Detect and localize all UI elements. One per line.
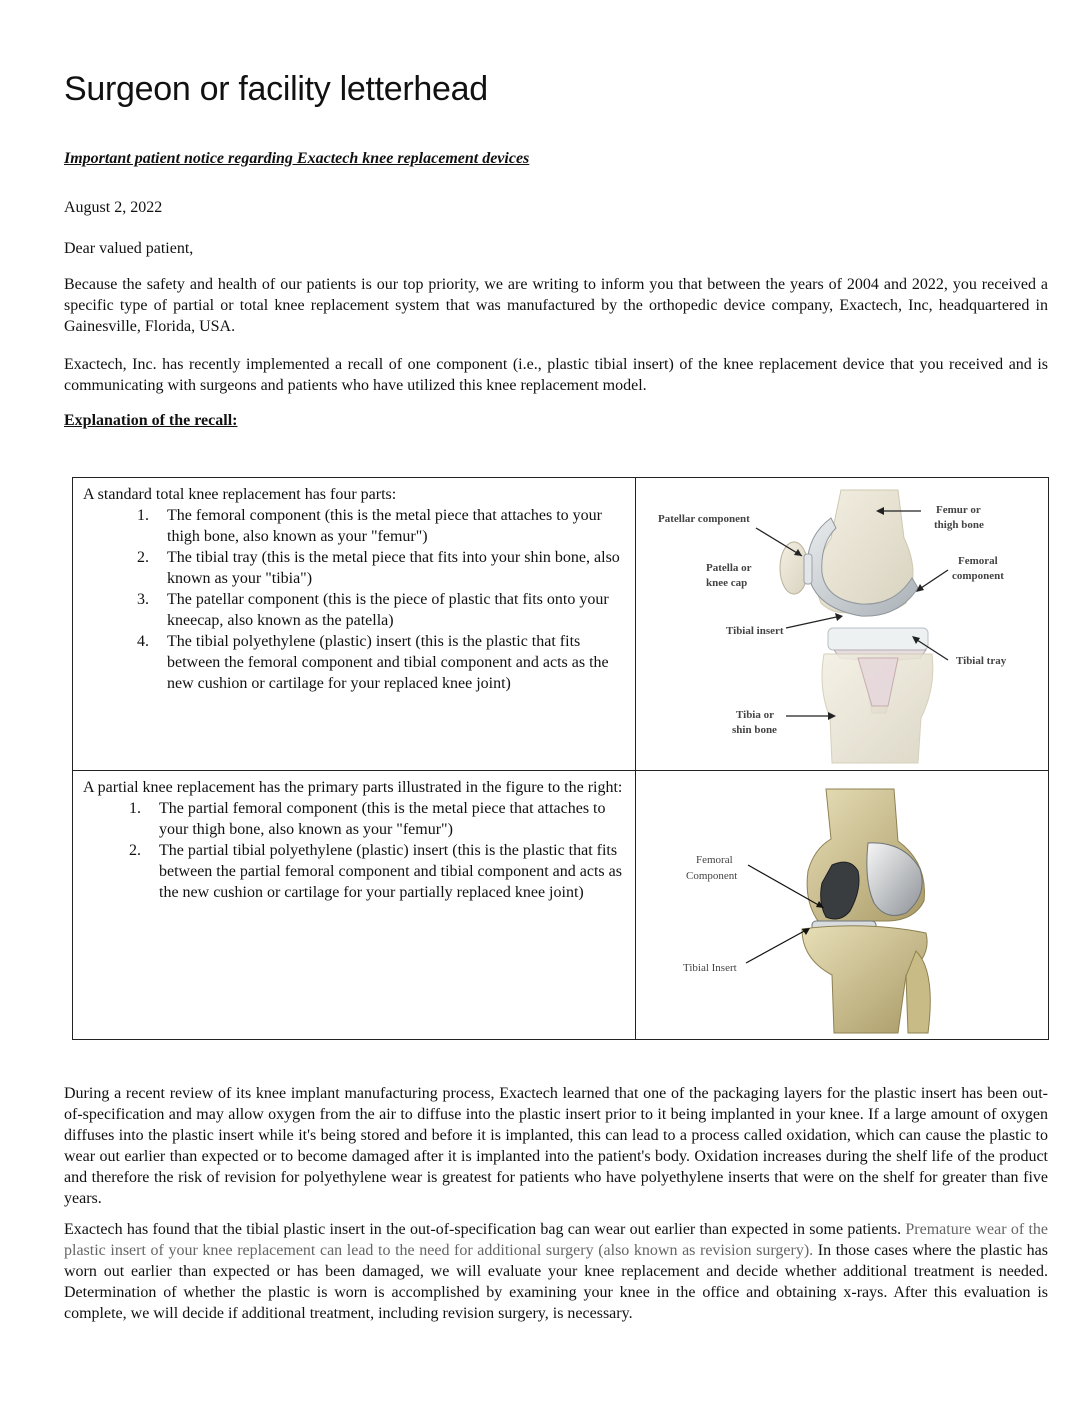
paragraph-recall: Exactech, Inc. has recently implemented a recall of one component (i.e., plastic tibial insert) of the knee replacement device that you received and is communicating with surgeons and patients who have utilized this knee replacement model. bbox=[64, 356, 1048, 394]
letter-date: August 2, 2022 bbox=[64, 199, 163, 216]
paragraph-evaluation-part1: Exactech has found that the tibial plastic insert in the out-of-specification bag can wear out earlier than expected in some patients. bbox=[64, 1221, 906, 1238]
paragraph-intro: Because the safety and health of our patients is our top priority, we are writing to inform you that between the years of 2004 and 2022, you received a specific type of partial or total knee replacement system that was manufactured by the orthopedic device company, Exactech, Inc, headquartered in Gainesville, Florida, USA. bbox=[64, 276, 1048, 335]
partial-knee-intro: A partial knee replacement has the primary parts illustrated in the figure to the right: bbox=[83, 779, 623, 796]
label-femoral-1: Femoral bbox=[696, 854, 733, 866]
label-patella-2: knee cap bbox=[706, 577, 748, 589]
notice-title: Important patient notice regarding Exactech knee replacement devices bbox=[64, 150, 530, 167]
label-tibial-insert: Tibial insert bbox=[726, 625, 784, 637]
label-tibia-1: Tibia or bbox=[736, 709, 775, 721]
label-femur-1: Femur or bbox=[936, 504, 981, 516]
list-item: 2. The tibial tray (this is the metal piece that fits into your shin bone, also known as your "tibia") bbox=[153, 547, 625, 589]
label-patella-1: Patella or bbox=[706, 562, 752, 574]
list-item: 3. The patellar component (this is the piece of plastic that fits onto your kneecap, also known as the patella) bbox=[153, 589, 625, 631]
label-femur-2: thigh bone bbox=[934, 519, 984, 531]
total-knee-intro: A standard total knee replacement has four parts: bbox=[83, 486, 397, 503]
paragraph-evaluation-part3: In those cases where the plastic has worn out earlier than expected or has been damaged, we will evaluate your knee replacement and decide whether additional treatment is needed. Determination of whether the plastic is worn is accomplished by examining your knee in the office and obtaining x-rays. After this evaluation is complete, we will decide if additional treatment, including revision surgery, is necessary. bbox=[64, 1242, 1048, 1322]
explanation-heading: Explanation of the recall: bbox=[64, 412, 238, 429]
label-patellar-component: Patellar component bbox=[658, 513, 750, 525]
partial-knee-illustration bbox=[636, 771, 1048, 1039]
salutation: Dear valued patient, bbox=[64, 240, 194, 257]
list-item: 2. The partial tibial polyethylene (plastic) insert (this is the plastic that fits between the partial femoral component and tibial component and acts as the new cushion or cartilage for your partially replaced knee joint) bbox=[145, 840, 625, 903]
partial-knee-row bbox=[73, 771, 1049, 1040]
label-femoral-2: component bbox=[952, 570, 1004, 582]
total-knee-text-cell bbox=[73, 478, 636, 771]
paragraph-oxidation: During a recent review of its knee implant manufacturing process, Exactech learned that one of the packaging layers for the plastic insert has been out-of-specification and may allow oxygen from the air to diffuse into the plastic insert prior to it being implanted in your knee. If a large amount of oxygen diffuses into the plastic insert while it's being stored and before it is implanted, this can lead to a process called oxidation, which can cause the plastic to wear out earlier than expected or to become damaged after it is implanted into the patient's body. Oxidation increases during the shelf life of the product and therefore the risk of revision for polyethylene wear is greatest for patients who have polyethylene inserts that were on the shelf for greater than five years. bbox=[64, 1085, 1048, 1207]
partial-knee-figure-cell bbox=[636, 771, 1049, 1040]
total-knee-figure-cell bbox=[636, 478, 1049, 771]
letterhead-title: Surgeon or facility letterhead bbox=[64, 70, 488, 108]
list-item: 1. The femoral component (this is the metal piece that attaches to your thigh bone, also known as your "femur") bbox=[153, 505, 625, 547]
list-item: 1. The partial femoral component (this is the metal piece that attaches to your thigh bone, also known as your "femur") bbox=[145, 798, 625, 840]
list-item: 4. The tibial polyethylene (plastic) insert (this is the plastic that fits between the femoral component and tibial component and acts as the new cushion or cartilage for your replaced knee joint) bbox=[153, 631, 625, 694]
paragraph-evaluation bbox=[64, 1219, 1048, 1324]
label-tibial-insert: Tibial Insert bbox=[683, 962, 737, 974]
knee-parts-table bbox=[72, 477, 1049, 1040]
total-knee-row bbox=[73, 478, 1049, 771]
partial-knee-parts-list bbox=[83, 798, 625, 903]
partial-knee-text-cell bbox=[73, 771, 636, 1040]
total-knee-illustration bbox=[636, 478, 1048, 770]
label-femoral-1: Femoral bbox=[958, 555, 998, 567]
total-knee-parts-list bbox=[83, 505, 625, 694]
label-tibia-2: shin bone bbox=[732, 724, 777, 736]
label-tibial-tray: Tibial tray bbox=[956, 655, 1007, 667]
label-femoral-2: Component bbox=[686, 870, 738, 882]
paragraph-evaluation-highlight: Premature wear of the plastic insert of your knee replacement can lead to the need for additional surgery (also known as revision surgery). bbox=[64, 1221, 1048, 1259]
